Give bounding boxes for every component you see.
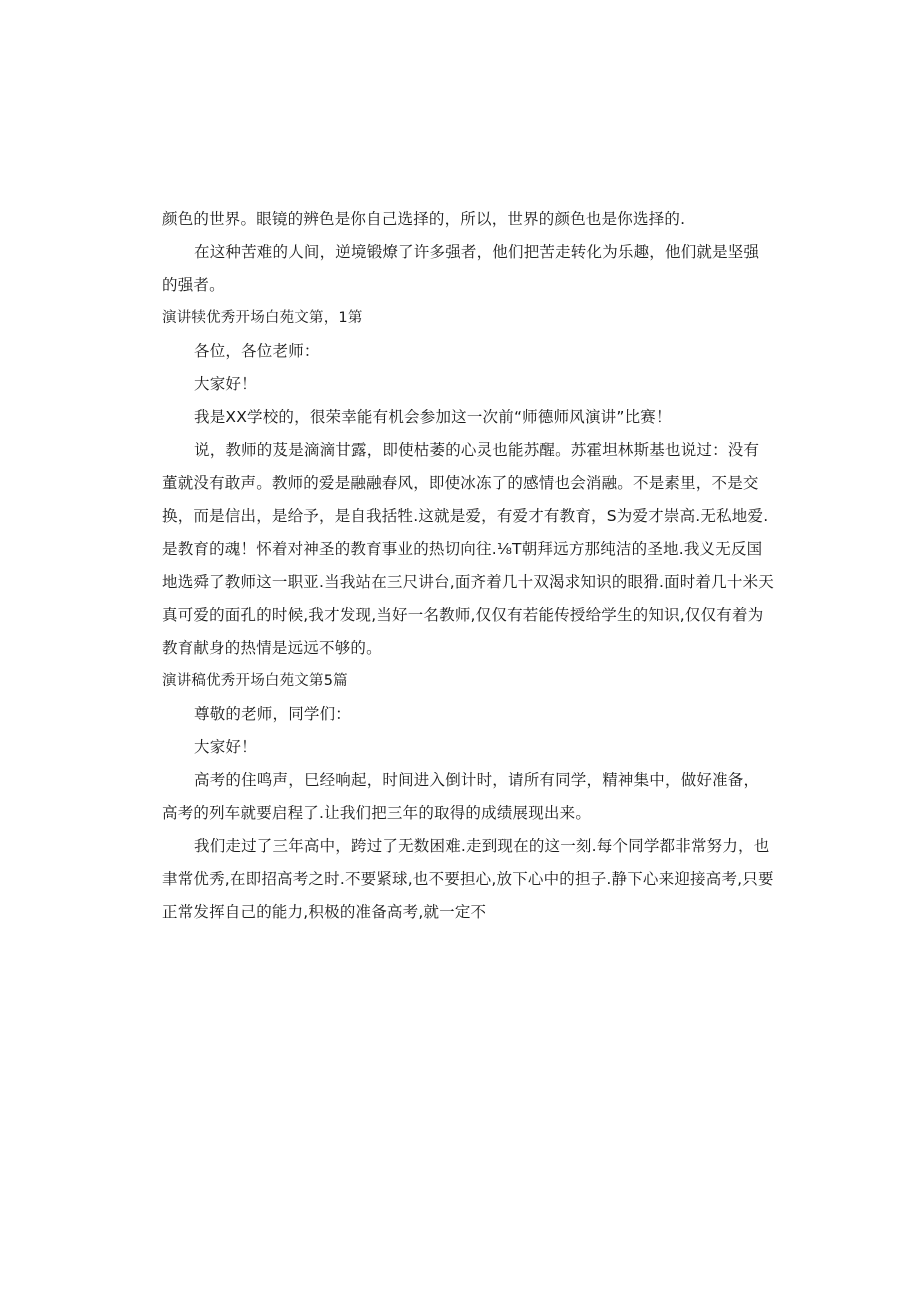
greeting-2: 大家好！ <box>194 738 257 756</box>
paragraph-1: 颜色的世界。眼镜的辨色是你自己选择的，所以，世界的颜色也是你选择的. <box>162 210 686 228</box>
paragraph-5: 高考的住鸣声，巳经响起，时间进入倒计时，请所有同学，精神集中，做好准备，高考的列车就要启程了.让我们把三年的取得的成绩展现出来。 <box>162 771 760 822</box>
paragraph-2: 在这种苦难的人间，逆境锻燎了许多强者，他们把苦走转化为乐趣，他们就是坚强的强者。 <box>162 243 760 294</box>
paragraph-3: 我是XX学校的，很荣幸能有机会参加这一次前“师德师风演讲”比赛！ <box>194 408 672 426</box>
greeting-1: 大家好！ <box>194 375 257 393</box>
section-heading-1: 演讲犊优秀开场白苑文第，1第 <box>162 310 363 326</box>
section-heading-2: 演讲稿优秀开场白苑文第5篇 <box>162 673 348 689</box>
salutation-2: 尊敬的老师，同学们： <box>194 705 352 723</box>
document-body <box>162 203 774 929</box>
paragraph-4: 说，教师的芨是滴滴甘露，即使枯萎的心灵也能苏醒。苏霍坦林斯基也说过：没有董就没有敢声。教师的爱是融融春风，即使冰冻了的感情也会消融。不是素里，不是交换，而是信出，是给予，是自我括牲.这就是爱，有爱才有教育，S为爱才崇高.无私地爱.是教育的魂！怀着对神圣的教育事业的热切向往.⅛T朝拜远方那纯洁的圣地.我义无反国地选舜了教师这一职亚.当我站在三尺讲台,面齐着几十双渴求知识的眼猾.面时着几十米天真可爱的面孔的时候,我才发现,当好一名教师,仅仅有若能传授给学生的知识,仅仅有着为教育献身的热情是远远不够的。 <box>162 441 774 657</box>
paragraph-6: 我们走过了三年高中，跨过了无数困难.走到现在的这一刻.每个同学都非常努力，也聿常优秀,在即招高考之时.不要紧球,也不要担心,放下心中的担子.静下心来迎接高考,只要正常发挥自己的能力,积极的准备高考,就一定不 <box>162 837 774 921</box>
salutation-1: 各位，各位老师： <box>194 342 320 360</box>
